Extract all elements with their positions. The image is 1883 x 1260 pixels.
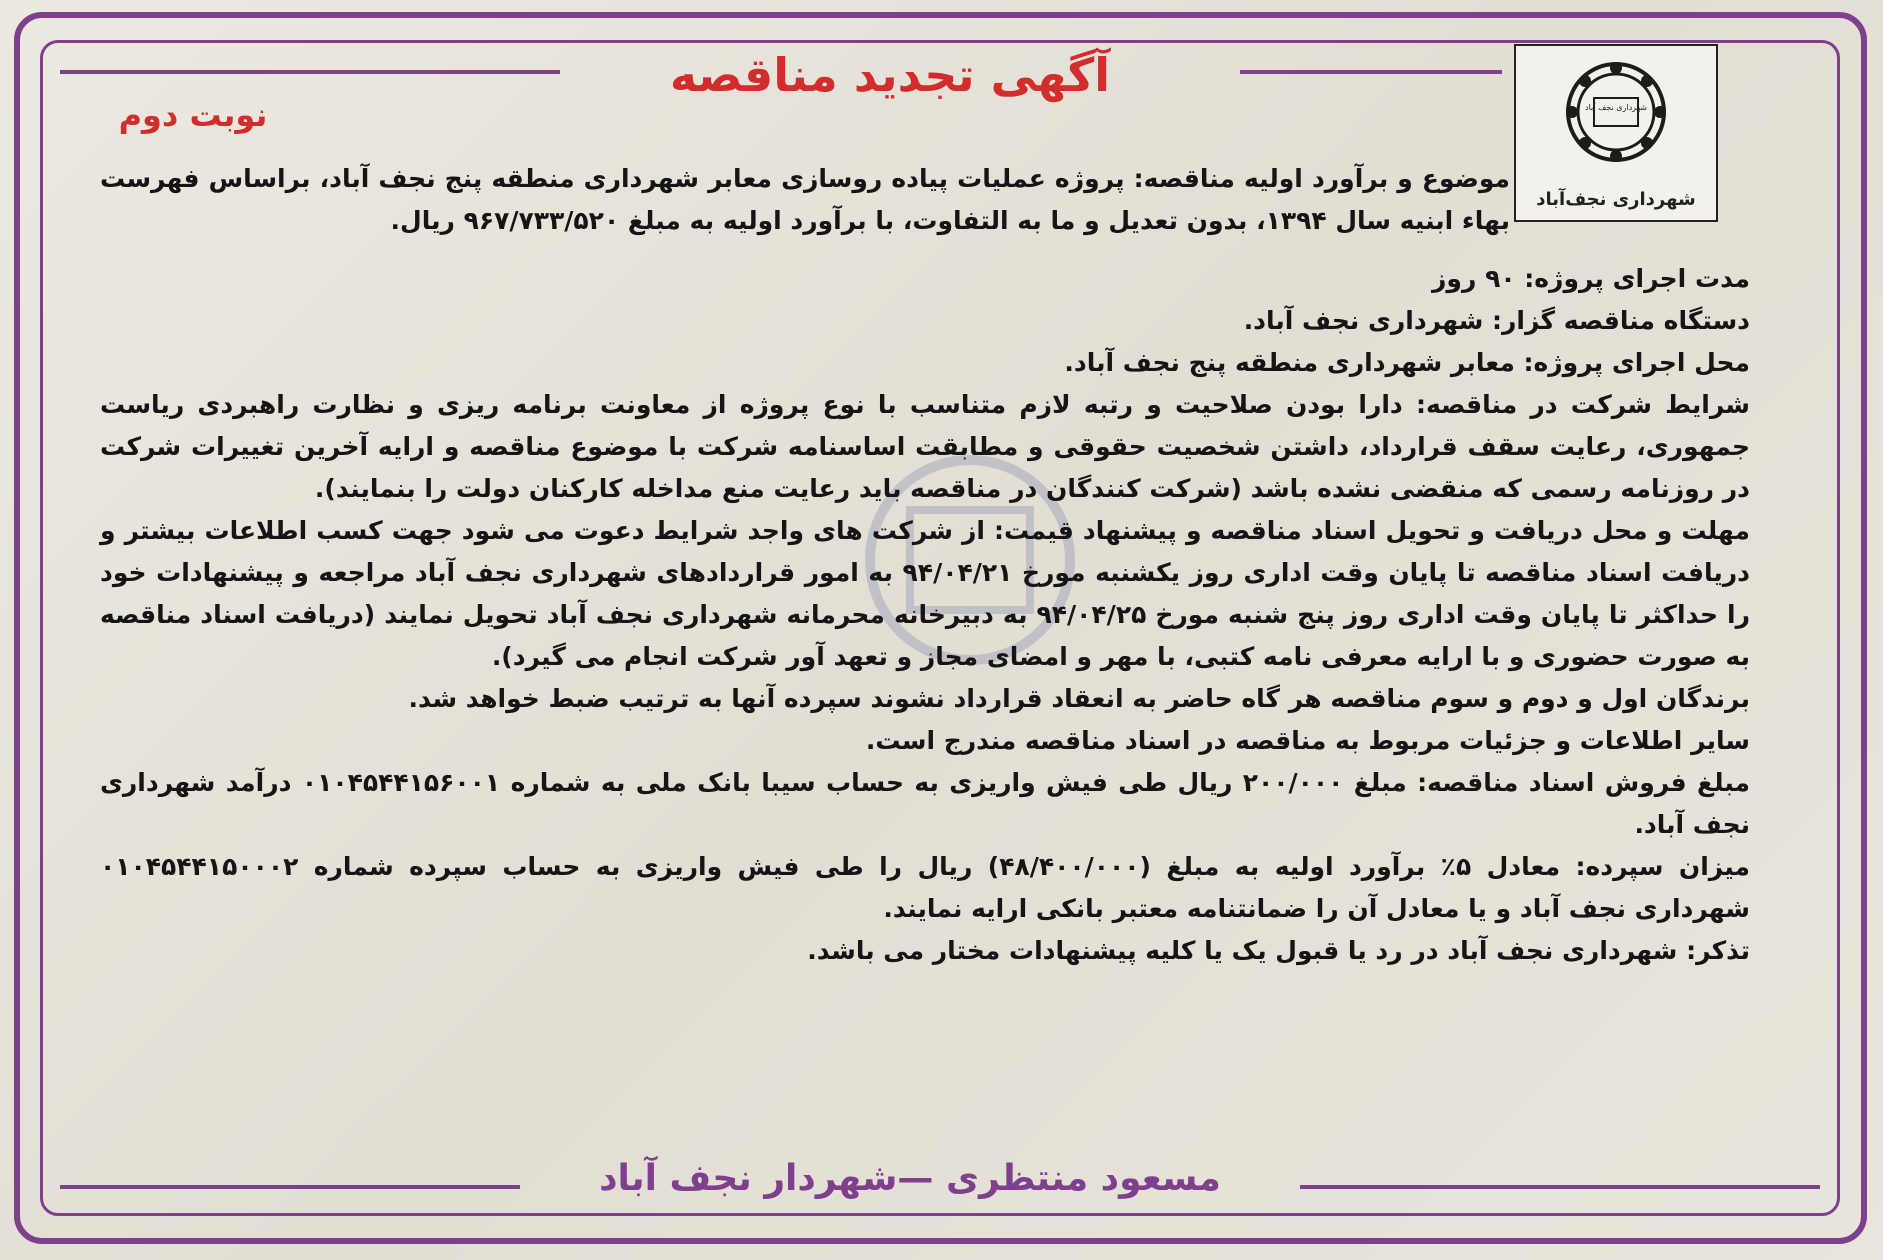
notice-body (100, 258, 1750, 972)
notice-round: نوبت دوم (118, 96, 268, 134)
note-line: تذکر: شهرداری نجف آباد در رد یا قبول یک یا کلیه پیشنهادات مختار می باشد. (807, 936, 1750, 965)
organizer-line: دستگاه مناقصه گزار: شهرداری نجف آباد. (1243, 306, 1750, 335)
winners-line: برندگان اول و دوم و سوم مناقصه هر گاه حاضر به انعقاد قرارداد نشوند سپرده آنها به ترتیب ضبط خواهد شد. (408, 684, 1750, 713)
notice-subject (100, 158, 1510, 242)
other-info-line: سایر اطلاعات و جزئیات مربوط به مناقصه در اسناد مناقصه مندرج است. (865, 726, 1750, 755)
conditions-paragraph: شرایط شرکت در مناقصه: دارا بودن صلاحیت و رتبه لازم متناسب با نوع پروژه از معاونت برنامه ریزی و نظارت راهبردی ریاست جمهوری، رعایت سقف قرارداد، داشتن شخصیت حقوقی و مطابقت اساسنامه شرکت با موضوع مناقصه و ارایه آخرین تغییرات شرکت در روزنامه رسمی که منقضی نشده باشد (شرکت کنندگان در مناقصه باید رعایت منع مداخله کارکنان دولت را بنمایند). (100, 390, 1750, 503)
logo-caption: شهرداری نجف‌آباد (1536, 189, 1696, 210)
emblem-text: شهرداری نجف آباد (1585, 103, 1647, 112)
decor-line-left (60, 70, 560, 74)
signature: مسعود منتظری —شهردار نجف آباد (599, 1158, 1221, 1199)
subject-paragraph: موضوع و برآورد اولیه مناقصه: پروژه عملیات پیاده روسازی معابر شهرداری منطقه پنج نجف آباد، براساس فهرست بهاء ابنیه سال ۱۳۹۴، بدون تعدیل و ما به التفاوت، با برآورد اولیه به مبلغ ۹۶۷/۷۳۳/۵۲۰ ریال. (100, 164, 1510, 235)
decor-line-right (1240, 70, 1502, 74)
sale-price-paragraph: مبلغ فروش اسناد مناقصه: مبلغ ۲۰۰/۰۰۰ ریال طی فیش واریزی به حساب سیبا بانک ملی به شماره ۰۱۰۴۵۴۴۱۵۶۰۰۱ درآمد شهرداری نجف آباد. (100, 768, 1750, 839)
municipality-logo-box (1514, 44, 1718, 222)
notice-title: آگهی تجدید مناقصه (669, 48, 1111, 102)
deposit-paragraph: میزان سپرده: معادل ۵٪ برآورد اولیه به مبلغ (۴۸/۴۰۰/۰۰۰) ریال را طی فیش واریزی به حساب سپرده شماره ۰۱۰۴۵۴۴۱۵۰۰۰۲ شهرداری نجف آباد و یا معادل آن را ضمانتنامه معتبر بانکی ارایه نمایند. (100, 852, 1751, 923)
deadline-paragraph: مهلت و محل دریافت و تحویل اسناد مناقصه و پیشنهاد قیمت: از شرکت های واجد شرایط دعوت می شود جهت کسب اطلاعات بیشتر و دریافت اسناد مناقصه تا پایان وقت اداری روز یکشنبه مورخ ۹۴/۰۴/۲۱ به امور قراردادهای شهرداری نجف آباد مراجعه و پیشنهادات خود را حداکثر تا پایان وقت اداری روز پنج شنبه مورخ ۹۴/۰۴/۲۵ به دبیرخانه محرمانه شهرداری نجف آباد تحویل نمایند (دریافت اسناد مناقصه به صورت حضوری و با ارایه معرفی نامه کتبی، با مهر و امضای مجاز و تعهد آور شرکت انجام می گیرد). (100, 516, 1751, 671)
duration-line: مدت اجرای پروژه: ۹۰ روز (1432, 264, 1750, 293)
location-line: محل اجرای پروژه: معابر شهرداری منطقه پنج نجف آباد. (1064, 348, 1750, 377)
decor-line-bottom-left (60, 1185, 520, 1189)
municipality-emblem-icon (1564, 60, 1668, 164)
decor-line-bottom-right (1300, 1185, 1820, 1189)
